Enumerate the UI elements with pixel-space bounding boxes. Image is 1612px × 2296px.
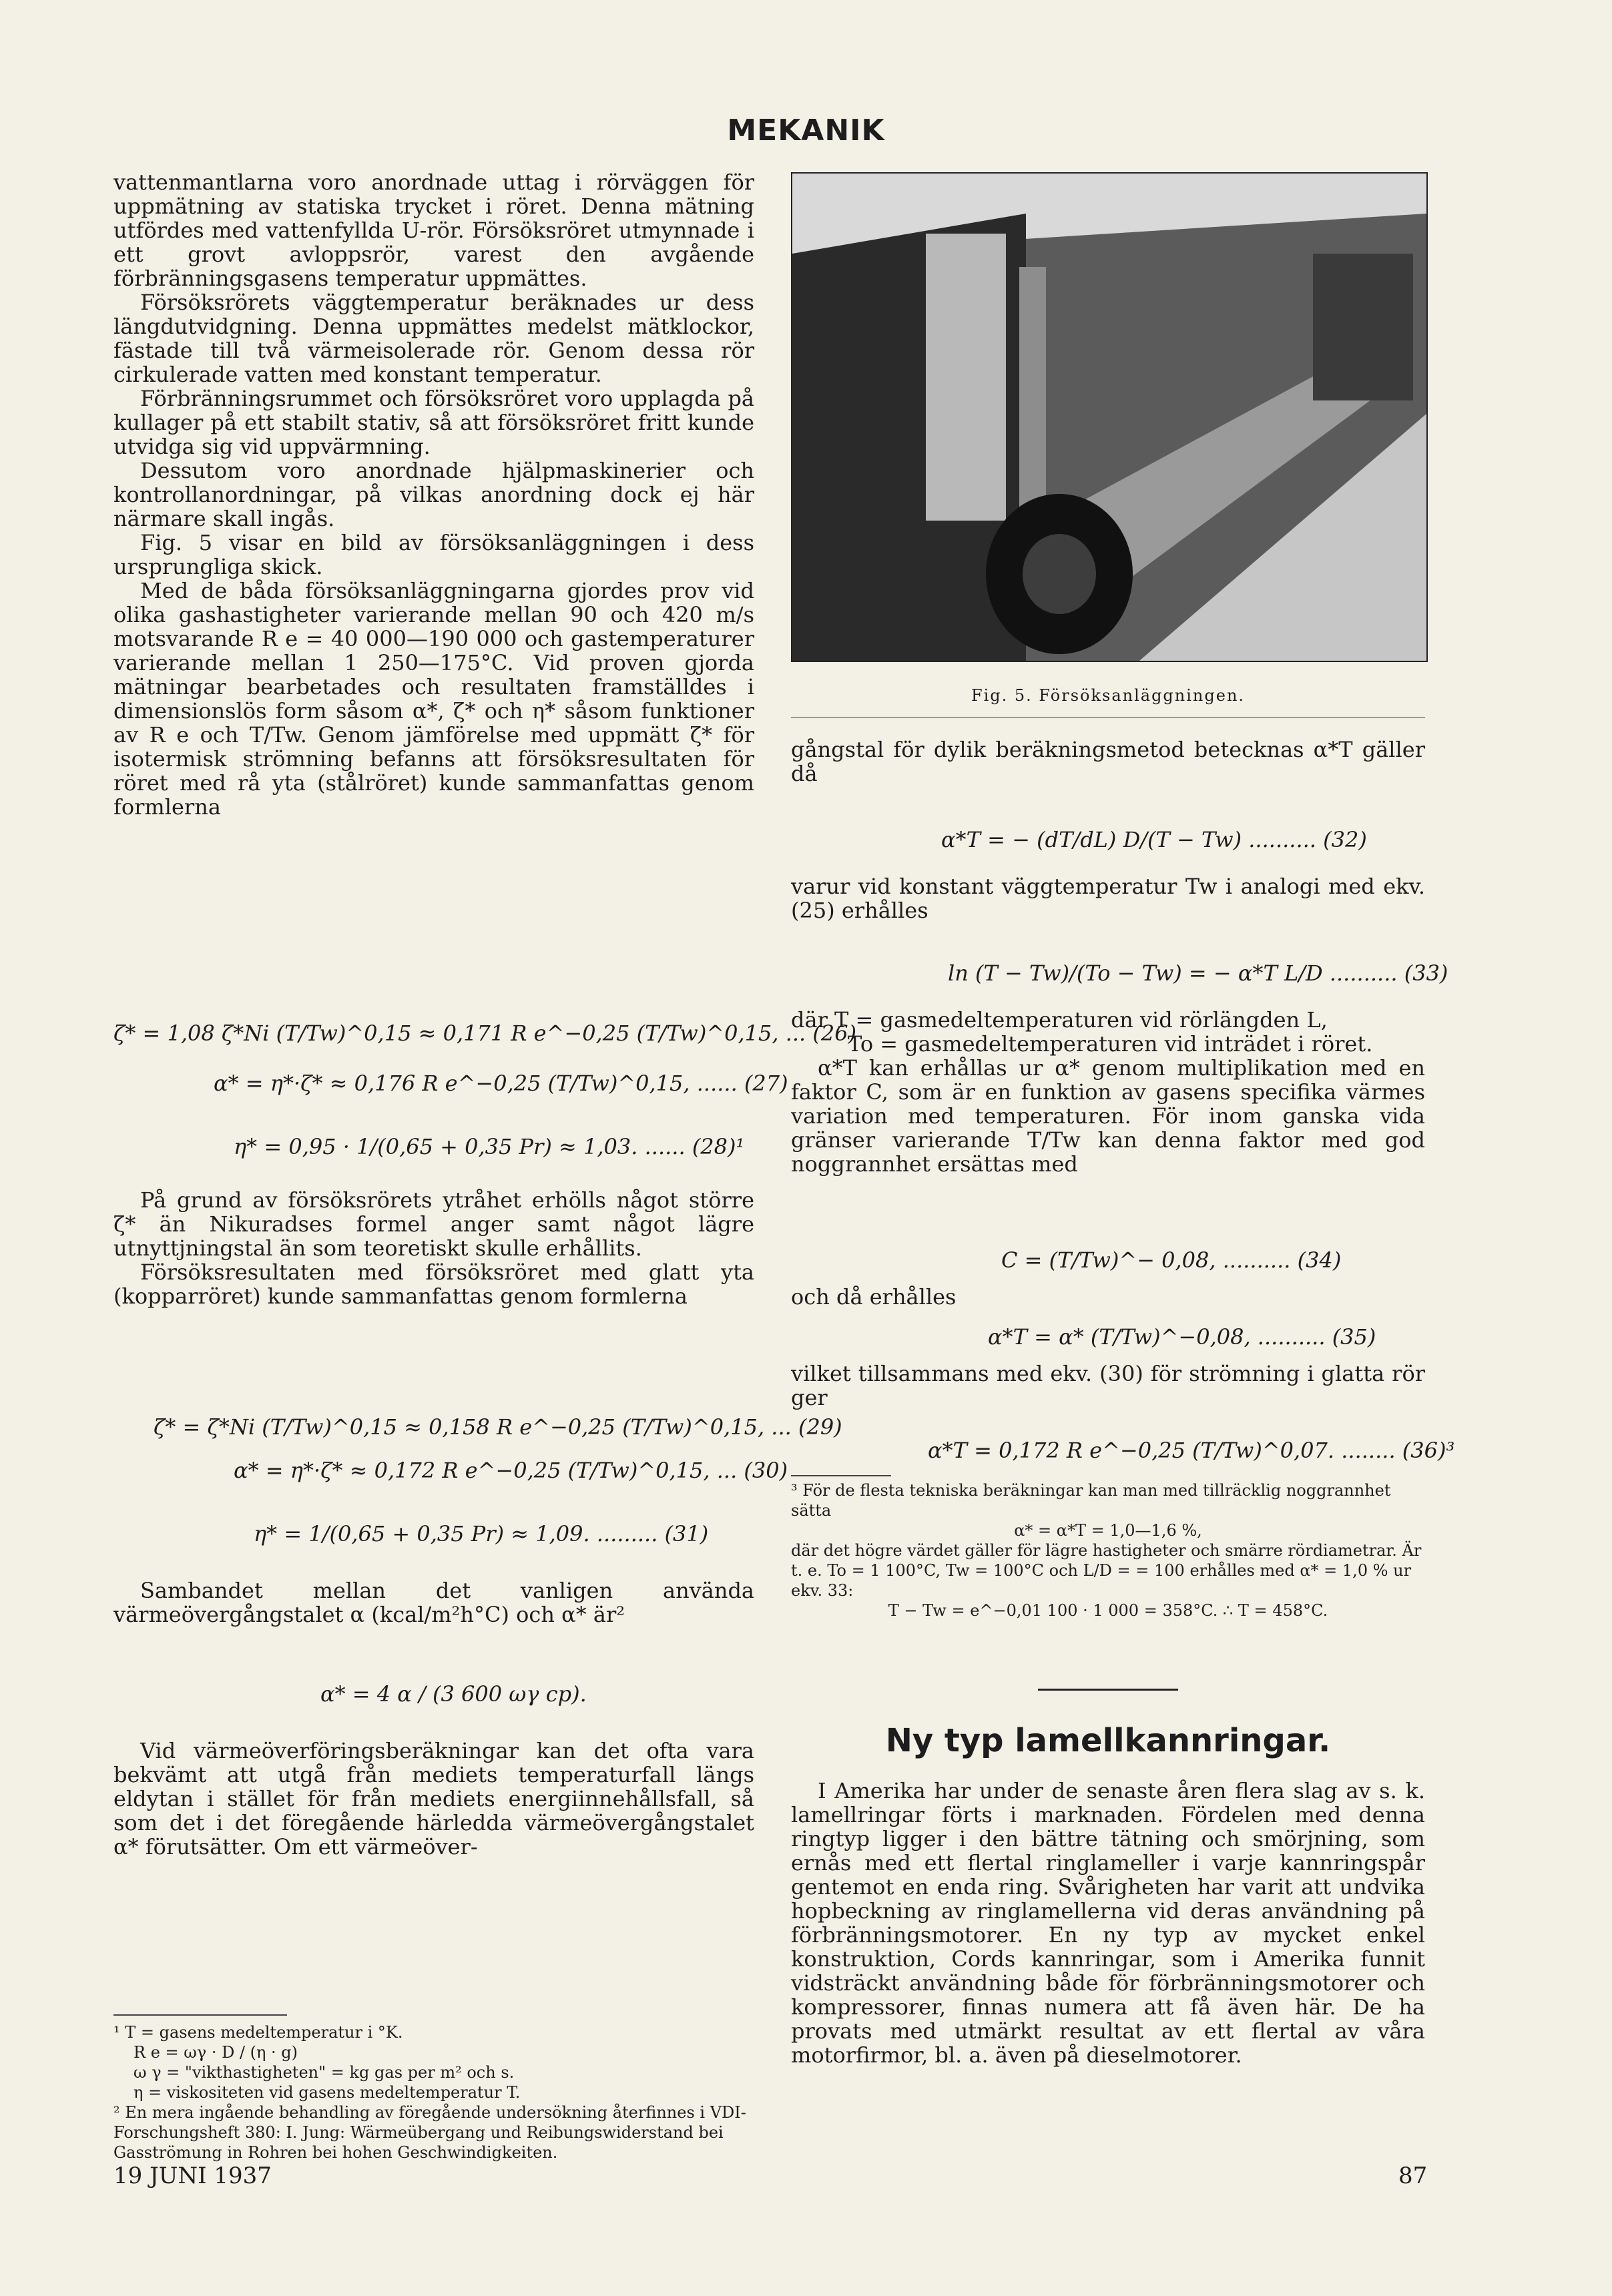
left-column-lower (113, 1579, 754, 1627)
equation-alpha: α* = 4 α / (3 600 ωγ cp). (320, 1681, 587, 1707)
paragraph: α*T kan erhållas ur α* genom multiplikation med en faktor C, som är en funktion av gasens specifika värmes variation med temperaturen. För inom ganska vida gränser varierande T/Tw kan denna faktor med god noggrannhet ersättas med (791, 1055, 1425, 1177)
left-column-middle (113, 1188, 754, 1308)
paragraph: Försöksresultaten med försöksröret med glatt yta (kopparröret) kunde sammanfattas genom formlerna (113, 1259, 754, 1309)
article-body (791, 1779, 1425, 2067)
equation-26: ζ* = 1,08 ζ*Ni (T/Tw)^0,15 ≈ 0,171 R e^−0,25 (T/Tw)^0,15, ... (26) (113, 1021, 857, 1046)
left-column-top (113, 170, 754, 819)
right-column-text-3 (791, 1008, 1425, 1176)
footnote: ¹ T = gasens medeltemperatur i °K. (113, 2023, 403, 2042)
equation-36: α*T = 0,172 R e^−0,25 (T/Tw)^0,07. ........ (36)³ (928, 1438, 1455, 1463)
section-title: MEKANIK (727, 113, 885, 148)
paragraph: varur vid konstant väggtemperatur Tw i analogi med ekv. (25) erhålles (791, 874, 1425, 923)
paragraph: Försöksrörets väggtemperatur beräknades ur dess längdutvidgning. Denna uppmättes medelst mätklockor, fästade till två värmeisolerade rör. Genom dessa rör cirkulerade vatten med konstant temperatur. (113, 290, 754, 387)
paragraph: I Amerika har under de senaste åren flera slag av s. k. lamellringar förts i marknaden. Fördelen med denna ringtyp ligger i den bättre tätning och smörjning, som ernås med ett flertal ringlameller i varje kannringspår gentemot en enda ring. Svårigheten har varit att undvika hopbeckning av ringlamellerna vid deras användning på förbränningsmotorer. En ny typ av mycket enkel konstruktion, Cords kannringar, som i Amerika funnit vidsträckt användning både för förbränningsmotorer och kompressorer, finnas numera att få även här. De ha provats med utmärkt resultat av ett flertal av våra motorfirmor, bl. a. även på dieselmotorer. (791, 1778, 1425, 2068)
right-column-text-4 (791, 1285, 1425, 1309)
page-number: 87 (1398, 2163, 1428, 2189)
equation-28: η* = 0,95 · 1/(0,65 + 0,35 Pr) ≈ 1,03. ...... (28)¹ (234, 1134, 745, 1159)
equation-32: α*T = − (dT/dL) D/(T − Tw) .......... (32) (941, 827, 1367, 852)
right-column-top (791, 738, 1425, 786)
left-column-bottom (113, 1739, 754, 1859)
paragraph: Vid värmeöverföringsberäkningar kan det ofta vara bekvämt att utgå från mediets temperaturfall längs eldytan i stället för från mediets energiinnehållsfall, så som det i det föregående härledda värmeövergångstalet α* förutsätter. Om ett värmeöver- (113, 1738, 754, 1859)
paragraph: Förbränningsrummet och försöksröret voro upplagda på kullager på ett stabilt stativ, så att försöksröret fritt kunde utvidga sig vid uppvärmning. (113, 386, 754, 459)
paragraph: Sambandet mellan det vanligen använda värmeövergångstalet α (kcal/m²h°C) och α* är² (113, 1578, 754, 1627)
paragraph: Dessutom voro anordnade hjälpmaskinerier och kontrollanordningar, på vilkas anordning dock ej här närmare skall ingås. (113, 458, 754, 531)
footnote: α* = α*T = 1,0—1,6 %, (1014, 1521, 1202, 1540)
equation-35: α*T = α* (T/Tw)^−0,08, .......... (35) (988, 1324, 1376, 1350)
footnote: ² En mera ingående behandling av föregående undersökning återfinnes i VDI-Forschungsheft 380: I. Jung: Wärmeübergang und Reibungswiderstand bei Gasströmung in Rohren bei hohen Geschwindigkeiten. (113, 2103, 746, 2162)
equation-34: C = (T/Tw)^− 0,08, .......... (34) (1001, 1247, 1342, 1273)
paragraph: och då erhålles (791, 1284, 957, 1310)
paragraph: vilket tillsammans med ekv. (30) för strömning i glatta rör ger (791, 1361, 1425, 1410)
paragraph: Fig. 5 visar en bild av försöksanläggningen i dess ursprungliga skick. (113, 530, 754, 579)
equation-31: η* = 1/(0,65 + 0,35 Pr) ≈ 1,09. ......... (31) (254, 1521, 709, 1546)
issue-date: 19 JUNI 1937 (113, 2163, 272, 2189)
right-column-text-5 (791, 1362, 1425, 1410)
figure-caption: Fig. 5. Försöksanläggningen. (971, 686, 1246, 705)
definition: To = gasmedeltemperaturen vid inträdet i röret. (848, 1031, 1373, 1057)
equation-33: ln (T − Tw)/(To − Tw) = − α*T L/D .......... (33) (948, 960, 1448, 986)
equation-29: ζ* = ζ*Ni (T/Tw)^0,15 ≈ 0,158 R e^−0,25 (T/Tw)^0,15, ... (29) (154, 1414, 842, 1440)
footnote-rule (791, 1475, 891, 1476)
equation-27: α* = η*·ζ* ≈ 0,176 R e^−0,25 (T/Tw)^0,15, ...... (27) (214, 1071, 788, 1096)
test-facility-photo (791, 172, 1428, 662)
footnote: ω γ = "vikthastigheten" = kg gas per m² och s. (133, 2063, 515, 2082)
footnote: R e = ωγ · D / (η · g) (133, 2043, 298, 2062)
footnote: T − Tw = e^−0,01 100 · 1 000 = 358°C. ∴ T = 458°C. (888, 1601, 1328, 1620)
photo-drawing (792, 174, 1426, 661)
paragraph: gångstal för dylik beräkningsmetod betecknas α*T gäller då (791, 737, 1425, 786)
footnote-rule (113, 2014, 287, 2016)
paragraph: På grund av försöksrörets ytråhet erhölls något större ζ* än Nikuradses formel anger samt något lägre utnyttjningstal än som teoretiskt skulle erhållits. (113, 1187, 754, 1261)
section-divider (1038, 1689, 1178, 1691)
paragraph: vattenmantlarna voro anordnade uttag i rörväggen för uppmätning av statiska trycket i röret. Denna mätning utfördes med vattenfyllda U-rör. Försöksröret utmynnade i ett grovt avloppsrör, varest den avgående förbränningsgasens temperatur uppmättes. (113, 170, 754, 291)
equation-30: α* = η*·ζ* ≈ 0,172 R e^−0,25 (T/Tw)^0,15, ... (30) (234, 1458, 788, 1483)
article-heading: Ny typ lamellkannringar. (885, 1722, 1331, 1759)
definition: där T = gasmedeltemperaturen vid rörlängden L, (791, 1007, 1328, 1033)
paragraph: Med de båda försöksanläggningarna gjordes prov vid olika gashastigheter varierande mellan 90 och 420 m/s motsvarande R e = 40 000—190 000 och gastemperaturer varierande mellan 1 250—175°C. Vid proven gjorda mätningar bearbetades och resultaten framställdes i dimensionslös form såsom α*, ζ* och η* såsom funktioner av R e och T/Tw. Genom jämförelse med uppmätt ζ* för isotermisk strömning befanns att försöksresultaten för röret med rå yta (stålröret) kunde sammanfattas genom formlerna (113, 578, 754, 820)
left-footnotes (113, 2022, 754, 2163)
right-column-text-2 (791, 874, 1425, 922)
right-footnotes (791, 1480, 1425, 1621)
footnote: η = viskositeten vid gasens medeltemperatur T. (133, 2083, 521, 2102)
footnote: där det högre värdet gäller för lägre hastigheter och smärre rördiametrar. Är t. e. To = 1 100°C, Tw = 100°C och L/D = = 100 erhålles med α* = 1,0 % ur ekv. 33: (791, 1541, 1422, 1600)
footnote: ³ För de flesta tekniska beräkningar kan man med tillräcklig noggrannhet sätta (791, 1481, 1391, 1520)
